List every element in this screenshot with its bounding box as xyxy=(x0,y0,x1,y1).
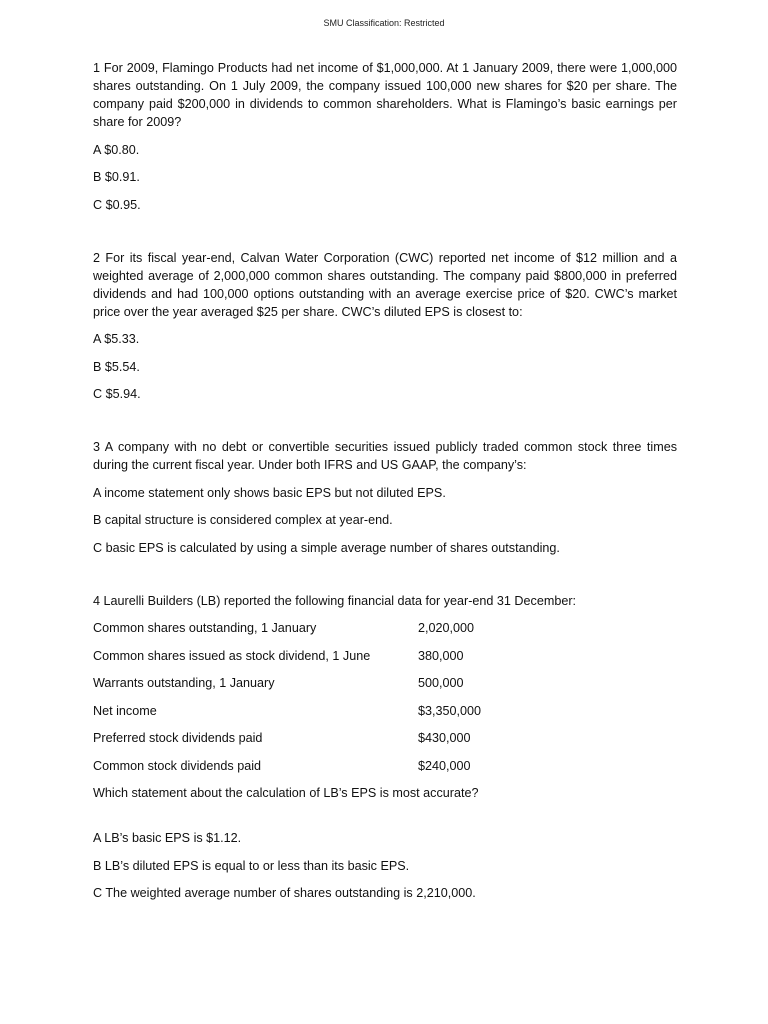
table-row xyxy=(93,729,618,757)
question-4-text: 4 Laurelli Builders (LB) reported the following financial data for year-end 31 December: xyxy=(93,593,577,608)
question-4-option-c: C The weighted average number of shares outstanding is 2,210,000. xyxy=(93,886,476,900)
table-cell-label: Net income xyxy=(93,703,157,718)
financial-data-table xyxy=(93,619,618,784)
document-body xyxy=(93,59,677,902)
question-4-option-b: B LB’s diluted EPS is equal to or less than its basic EPS. xyxy=(93,858,410,873)
question-3 xyxy=(93,438,677,557)
table-row xyxy=(93,702,618,730)
question-3-option-a: A income statement only shows basic EPS but not diluted EPS. xyxy=(93,485,446,500)
table-cell-label: Common shares issued as stock dividend, 1 June xyxy=(93,648,371,663)
table-row xyxy=(93,647,618,675)
question-spacer xyxy=(93,802,677,829)
table-row xyxy=(93,674,618,702)
table-cell-label: Common stock dividends paid xyxy=(93,758,261,773)
question-1-option-b: B $0.91. xyxy=(93,170,140,184)
question-4-prompt: Which statement about the calculation of LB’s EPS is most accurate? xyxy=(93,786,479,800)
question-1-option-a: A $0.80. xyxy=(93,142,140,157)
table-cell-value: $3,350,000 xyxy=(418,703,482,718)
question-2-option-b: B $5.54. xyxy=(93,359,140,374)
question-2-option-c: C $5.94. xyxy=(93,387,141,401)
question-1 xyxy=(93,59,677,214)
question-1-option-c: C $0.95. xyxy=(93,197,141,212)
table-row xyxy=(93,757,618,785)
table-cell-label: Preferred stock dividends paid xyxy=(93,731,263,745)
question-3-option-b: B capital structure is considered complex at year-end. xyxy=(93,513,393,527)
question-1-text: 1 For 2009, Flamingo Products had net income of $1,000,000. At 1 January 2009, there were 1,000,000 shares outstanding. On 1 July 2009, the company issued 100,000 new shares for $20 per share. The company paid $200,000 in dividends to common shareholders. What is Flamingo’s basic earnings per share for 2009? xyxy=(93,61,677,129)
question-2-text: 2 For its fiscal year-end, Calvan Water Corporation (CWC) reported net income of $12 million and a weighted average of 2,000,000 common shares outstanding. The company paid $800,000 in preferred dividends and had 100,000 options outstanding with an average exercise price of $20. CWC’s market price over the year averaged $25 per share. CWC’s diluted EPS is closest to: xyxy=(93,250,677,319)
classification-header: SMU Classification: Restricted xyxy=(323,18,445,28)
table-cell-value: 380,000 xyxy=(418,648,464,663)
table-cell-value: $430,000 xyxy=(418,731,471,745)
question-2 xyxy=(93,249,677,404)
table-cell-label: Warrants outstanding, 1 January xyxy=(93,676,275,690)
question-4-option-a: A LB’s basic EPS is $1.12. xyxy=(93,831,242,845)
question-3-text: 3 A company with no debt or convertible securities issued publicly traded common stock three times during the current fiscal year. Under both IFRS and US GAAP, the company’s: xyxy=(93,440,677,472)
table-cell-value: 2,020,000 xyxy=(418,621,475,635)
question-4 xyxy=(93,592,677,903)
table-row xyxy=(93,619,618,647)
question-spacer xyxy=(93,214,677,249)
question-spacer xyxy=(93,403,677,438)
table-cell-value: 500,000 xyxy=(418,676,464,690)
question-2-option-a: A $5.33. xyxy=(93,332,140,346)
question-spacer xyxy=(93,557,677,592)
table-cell-value: $240,000 xyxy=(418,758,471,773)
table-cell-label: Common shares outstanding, 1 January xyxy=(93,621,317,635)
question-3-option-c: C basic EPS is calculated by using a simple average number of shares outstanding. xyxy=(93,540,560,555)
